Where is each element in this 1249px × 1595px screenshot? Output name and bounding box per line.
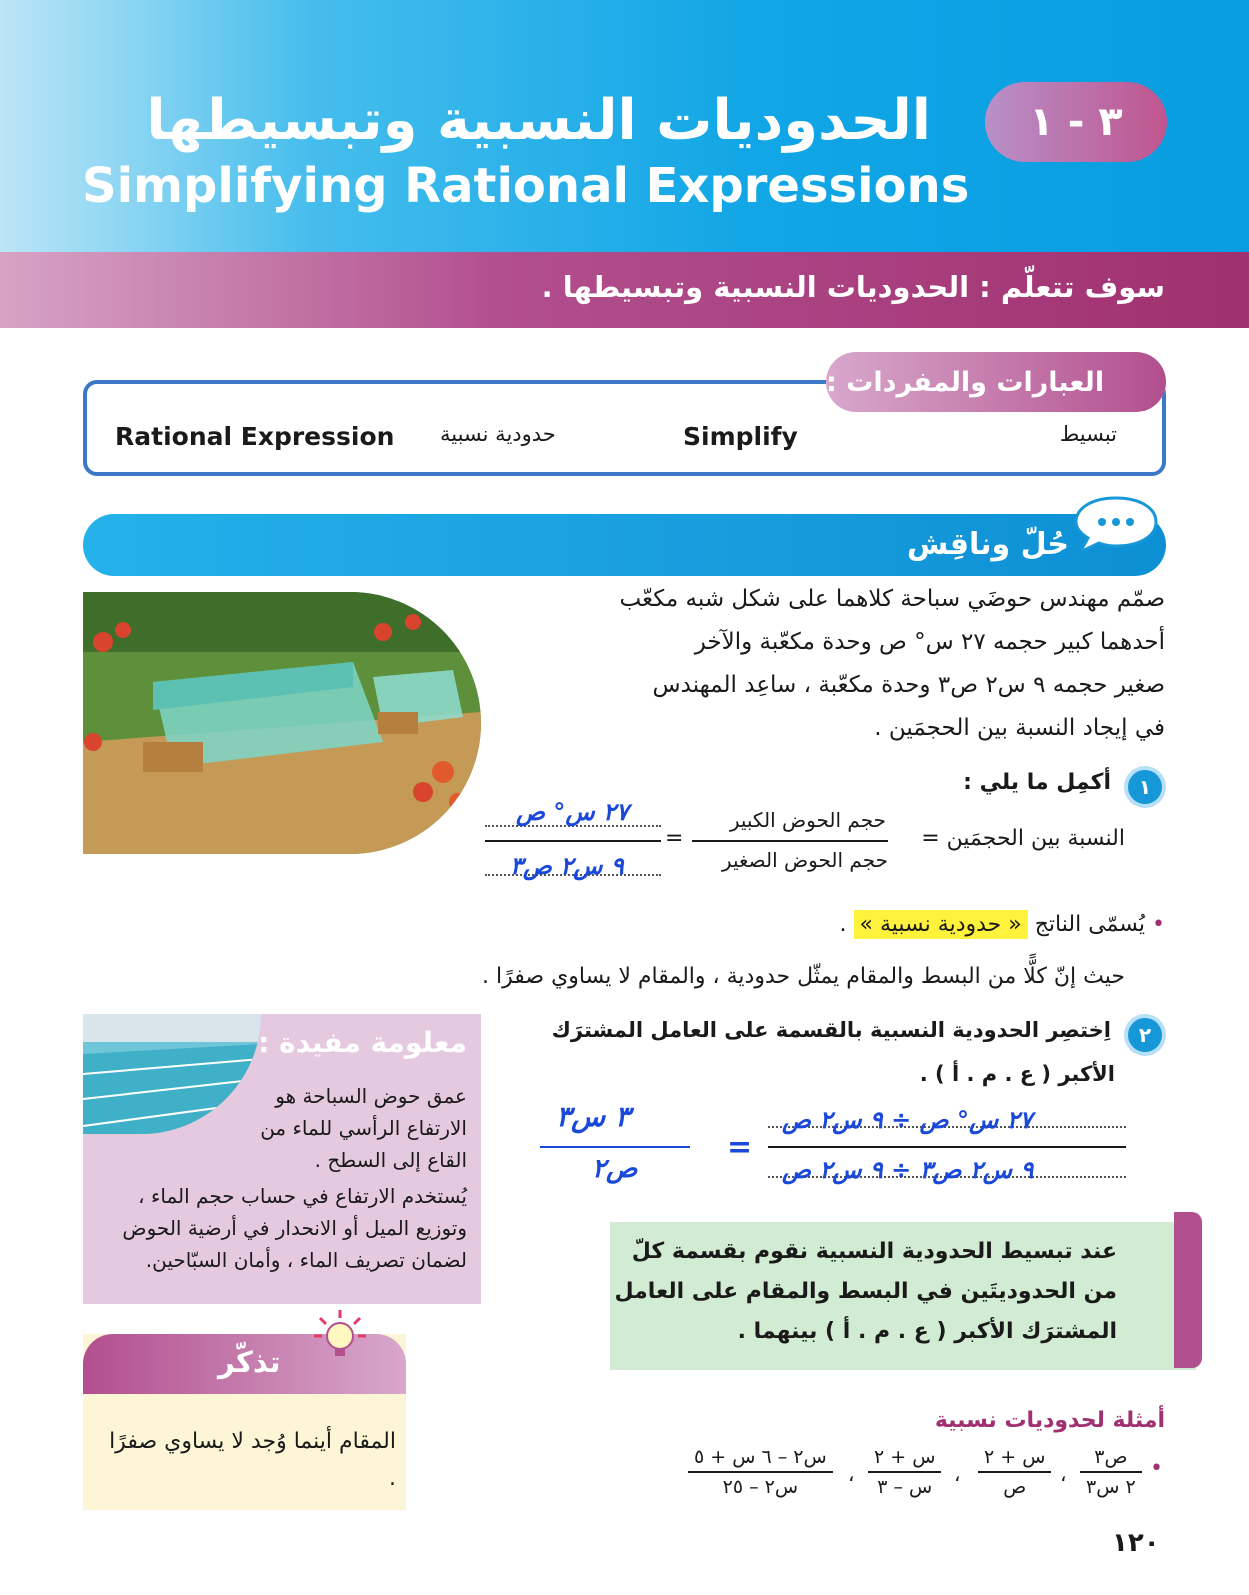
info-line: وتوزيع الميل أو الانحدار في أرضية الحوض	[122, 1216, 467, 1240]
separator: ،	[1060, 1462, 1067, 1486]
example-fraction	[978, 1446, 1051, 1498]
speech-bubble-icon	[1070, 494, 1162, 556]
vocab-term-english: Simplify	[683, 422, 798, 451]
paragraph-line: في إيجاد النسبة بين الحجمَين .	[874, 715, 1165, 741]
paragraph-line: صغير حجمه ٩ س٢ ص٣ وحدة مكعّبة ، ساعِد المهندس	[652, 672, 1165, 698]
ratio-label: النسبة بين الحجمَين =	[921, 826, 1125, 851]
fraction-numerator: س + ٢	[874, 1446, 936, 1468]
fraction-bar	[868, 1471, 941, 1473]
fraction-bar	[540, 1146, 690, 1148]
discuss-heading: حُلّ وناقِش	[906, 527, 1069, 562]
highlighted-term: « حدودية نسبية »	[854, 910, 1028, 939]
fraction-bar	[688, 1471, 833, 1473]
info-line: القاع إلى السطح .	[314, 1148, 467, 1172]
fraction-denominator: ص	[1003, 1476, 1027, 1498]
equals-sign: =	[665, 826, 684, 851]
handwritten-denominator: ٩ س٢ ص٣	[510, 852, 624, 880]
fraction-numerator: س + ٢	[984, 1446, 1046, 1468]
separator: ،	[848, 1462, 855, 1486]
info-line: عمق حوض السباحة هو	[275, 1084, 467, 1108]
paragraph-line: صمّم مهندس حوضَي سباحة كلاهما على شكل شبه مكعّب	[619, 586, 1165, 612]
info-line: لضمان تصريف الماء ، وأمان السبّاحين.	[145, 1248, 467, 1272]
separator: ،	[954, 1462, 961, 1486]
vocab-term-arabic: حدودية نسبية	[440, 422, 556, 446]
swimming-pools-illustration	[83, 592, 481, 854]
fraction-numerator: س٢ – ٦ س + ٥	[694, 1446, 827, 1468]
fraction-bar	[768, 1146, 1126, 1148]
lesson-number-badge: ٣ - ١	[985, 82, 1167, 162]
useful-info-text	[87, 1180, 467, 1276]
remember-title: تذكّر	[218, 1345, 281, 1379]
lesson-title-english: Simplifying Rational Expressions	[82, 158, 970, 214]
step-number-badge: ٢	[1128, 1018, 1162, 1052]
ratio-numerator-label: حجم الحوض الكبير	[729, 808, 886, 832]
handwritten-result-denominator: ص٢	[592, 1154, 638, 1184]
fraction-denominator: ٢ س٣	[1086, 1476, 1136, 1498]
example-fraction	[868, 1446, 941, 1498]
rule-line: عند تبسيط الحدودية النسبية نقوم بقسمة كلّ	[631, 1239, 1117, 1264]
fraction-bar	[485, 840, 661, 842]
handwritten-result-numerator: ٣ س٣	[556, 1100, 631, 1133]
handwritten-numerator: ٢٧ س° ص	[516, 798, 629, 826]
step2-instruction: اِختصِر الحدودية النسبية بالقسمة على العامل المشترَك	[551, 1018, 1111, 1042]
naming-prefix: يُسمّى الناتج	[1034, 912, 1146, 937]
handwritten-equals: =	[727, 1130, 753, 1165]
ratio-denominator-label: حجم الحوض الصغير	[721, 848, 888, 872]
naming-explanation: حيث إنّ كلًّا من البسط والمقام يمثّل حدودية ، والمقام لا يساوي صفرًا .	[482, 964, 1125, 989]
fraction-bar	[978, 1471, 1051, 1473]
step1-prompt: أكمِل ما يلي :	[963, 770, 1111, 795]
vocabulary-heading: العبارات والمفردات :	[826, 352, 1166, 412]
example-fraction	[1080, 1446, 1142, 1498]
bullet: •	[1152, 912, 1165, 937]
objective-text: سوف تتعلّم : الحدوديات النسبية وتبسيطها .	[541, 270, 1165, 304]
vocab-term-arabic: تبسيط	[1059, 422, 1117, 446]
bullet: •	[1150, 1456, 1163, 1481]
paragraph-line: أحدهما كبير حجمه ٢٧ س° ص وحدة مكعّبة والآخر	[694, 629, 1165, 655]
fraction-denominator: س – ٣	[877, 1476, 933, 1498]
rule-line: من الحدوديتَين في البسط والمقام على العامل	[614, 1279, 1117, 1304]
naming-suffix: .	[839, 912, 847, 937]
handwritten-numerator: ٢٧ س° ص ÷ ٩ س٢ ص	[782, 1106, 1033, 1134]
lesson-title-arabic: الحدوديات النسبية وتبسيطها	[146, 88, 931, 153]
fraction-numerator: ص٣	[1094, 1446, 1128, 1468]
rule-box-tab	[1174, 1212, 1202, 1368]
info-line: يُستخدم الارتفاع في حساب حجم الماء ،	[138, 1184, 467, 1208]
naming-sentence	[840, 912, 1165, 937]
step-number-badge: ١	[1128, 770, 1162, 804]
rule-text	[577, 1232, 1117, 1352]
fraction-bar	[1080, 1471, 1142, 1473]
remember-text: المقام أينما وُجد لا يساوي صفرًا .	[109, 1429, 396, 1491]
rule-line: المشترَك الأكبر ( ع . م . أ ) بينهما .	[737, 1319, 1117, 1344]
problem-paragraph	[605, 578, 1165, 750]
lightbulb-icon	[310, 1306, 370, 1366]
example-fraction	[688, 1446, 833, 1498]
fraction-bar	[692, 840, 888, 842]
vocab-term-english: Rational Expression	[115, 422, 395, 451]
useful-info-text	[257, 1080, 467, 1176]
useful-info-title: معلومة مفيدة :	[258, 1026, 467, 1059]
page-number: ١٢٠	[1112, 1528, 1160, 1558]
handwritten-denominator: ٩ س٢ ص٣ ÷ ٩ س٢ ص	[782, 1156, 1034, 1184]
info-line: الارتفاع الرأسي للماء من	[260, 1116, 467, 1140]
examples-title: أمثلة لحدوديات نسبية	[934, 1408, 1165, 1433]
step2-instruction: الأكبر ( ع . م . أ ) .	[919, 1062, 1115, 1086]
fraction-denominator: س٢ – ٢٥	[722, 1476, 799, 1498]
